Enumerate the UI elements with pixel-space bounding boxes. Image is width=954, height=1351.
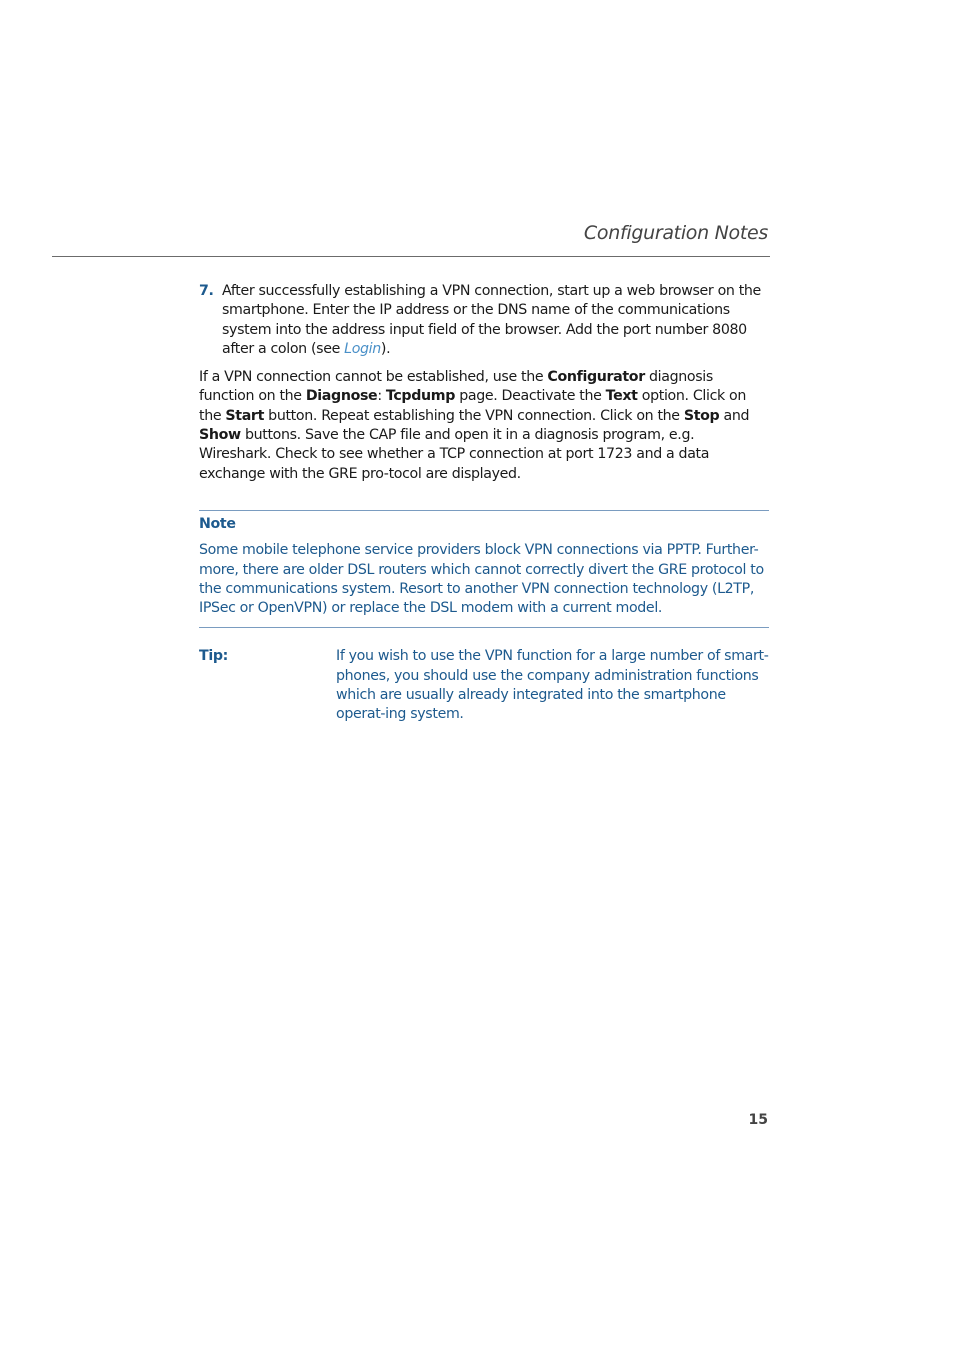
term-text: Text [605,388,638,405]
paragraph-text: page. Deactivate the [455,388,606,405]
paragraph-text: If a VPN connection cannot be established, use the [199,369,548,386]
term-diagnose: Diagnose [305,388,378,405]
paragraph-text: button. Repeat establishing the VPN connection. Click on the [264,407,684,424]
step-number: 7. [199,283,214,299]
tip-text: If you wish to use the VPN function for a large number of smart-phones, you should use the company administration functions which are usually already integrated into the smartphone operat-ing system. [336,648,769,723]
step-text-part-2: ). [380,340,391,357]
tip-label: Tip: [199,648,228,665]
step-text [222,282,769,359]
page-header-title: Configuration Notes [583,222,768,244]
note-text: Some mobile telephone service providers block VPN connections via PPTP. Further-more, there are older DSL routers which cannot correctly divert the GRE protocol to the communications system. Resort to another VPN connection technology (L2TP, IPSec or OpenVPN) or replace the DSL modem with a current model. [199,542,764,617]
header-divider [52,256,770,257]
note-title: Note [199,515,236,532]
paragraph-text: and [719,407,750,424]
note-box [199,510,769,628]
diagnosis-paragraph [199,368,769,484]
login-link[interactable]: Login [344,340,381,357]
paragraph-text: diagnosis function on the [199,369,713,405]
term-stop: Stop [683,407,720,424]
paragraph-text: option. Click on the [199,388,747,424]
paragraph-text: buttons. Save the CAP file and open it in a diagnosis program, e.g. Wireshark. Check to see whether a TCP connection at port 1723 and a data exchange with the GRE pro-tocol are displayed. [199,427,710,482]
page-number: 15 [748,1112,768,1128]
term-tcpdump: Tcpdump [385,388,456,405]
term-start: Start [225,407,265,424]
main-content [199,282,769,725]
term-show: Show [199,427,241,444]
step-text-part-1: After successfully establishing a VPN connection, start up a web browser on the smartphone. Enter the IP address or the DNS name of the communications system into the address input field of the browser. Add the port number 8080 after a colon (see [222,283,761,357]
tip-block [199,647,769,724]
term-configurator: Configurator [547,369,645,386]
step-7 [199,282,769,359]
paragraph-text: : [377,388,386,405]
